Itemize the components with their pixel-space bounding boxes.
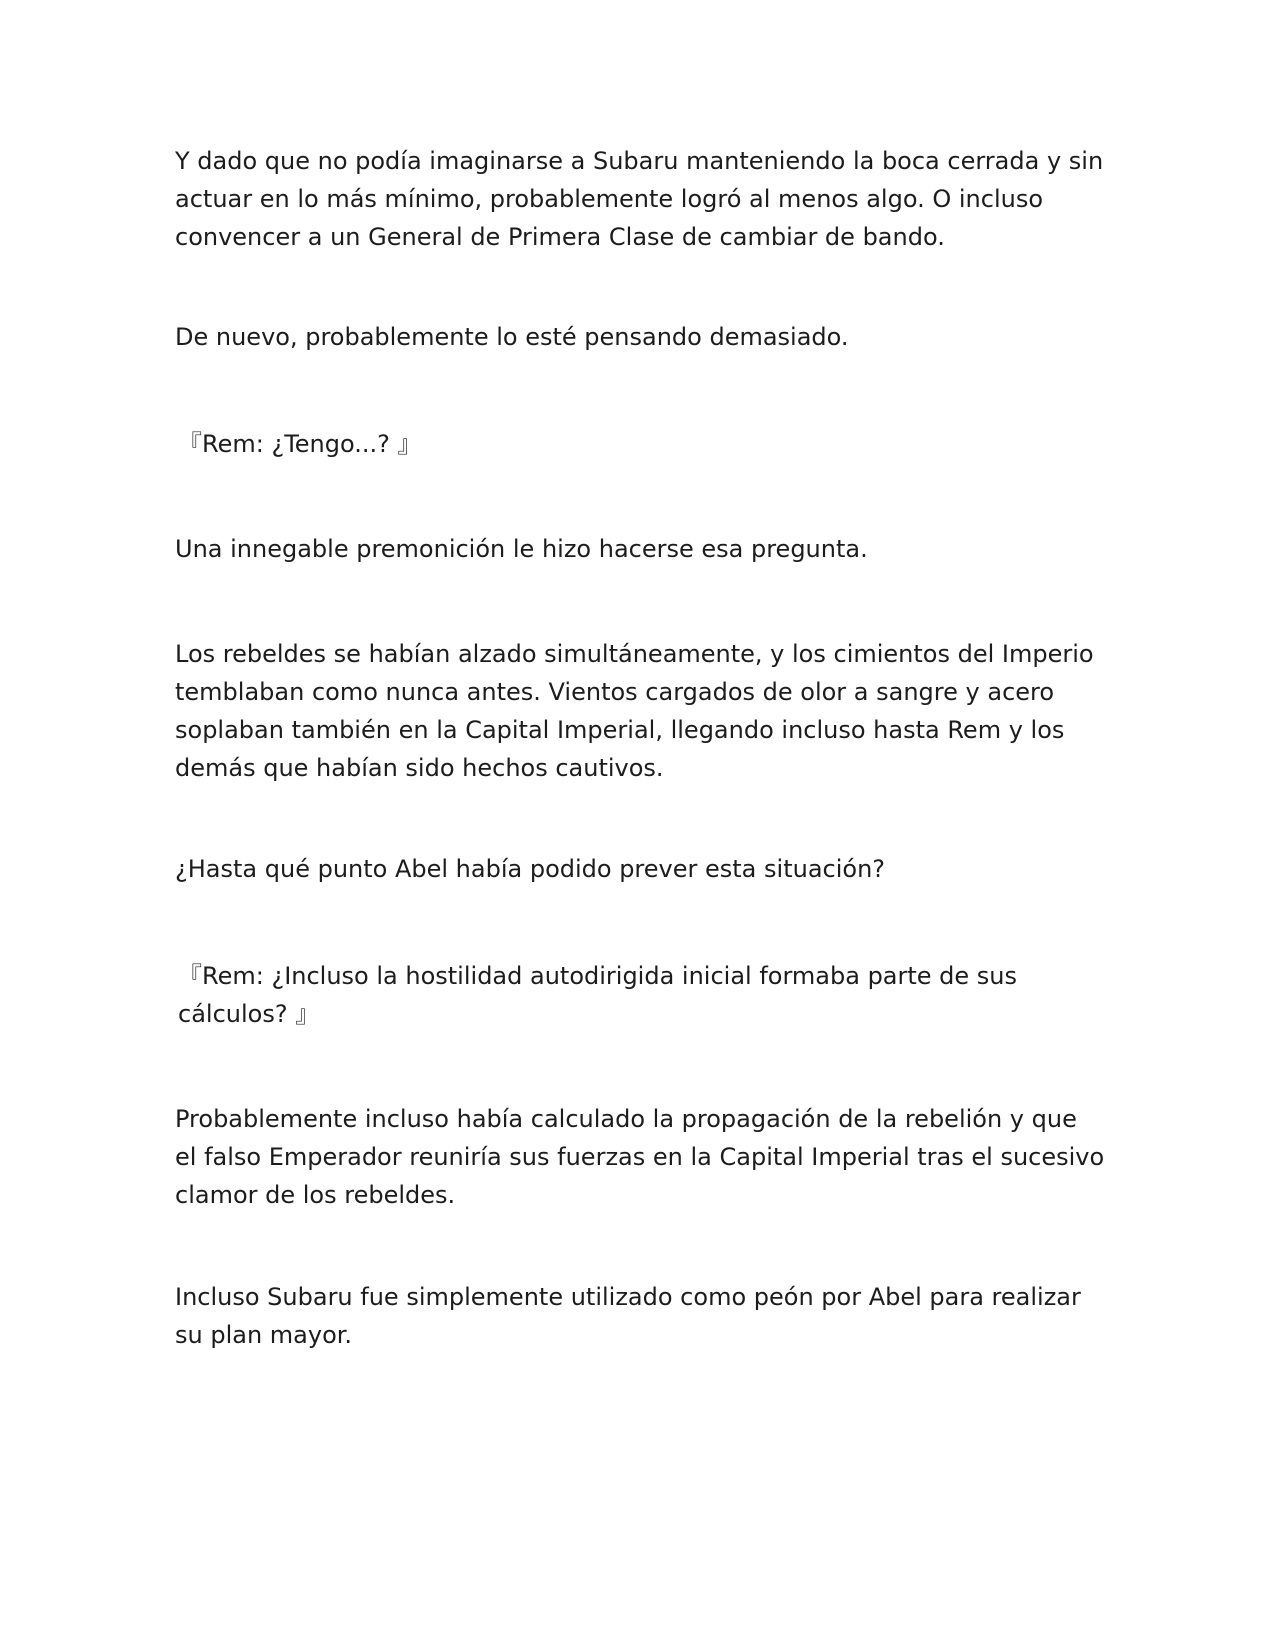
paragraph-1: Y dado que no podía imaginarse a Subaru manteniendo la boca cerrada y sin actuar en lo más mínimo, probablemente logró al menos algo. O incluso convencer a un General de Primera Clase de cambiar de bando. bbox=[175, 147, 1104, 251]
paragraph-6: Probablemente incluso había calculado la propagación de la rebelión y que el falso Emperador reuniría sus fuerzas en la Capital Imperial tras el sucesivo clamor de los rebeldes. bbox=[175, 1105, 1105, 1209]
dialogue-line-2: 『Rem: ¿Incluso la hostilidad autodirigida inicial formaba parte de sus cálculos? 』 bbox=[178, 962, 1018, 1028]
paragraph-4: Los rebeldes se habían alzado simultáneamente, y los cimientos del Imperio temblaban como nunca antes. Vientos cargados de olor a sangre y acero soplaban también en la Capital Imperial, llegando incluso hasta Rem y los demás que habían sido hechos cautivos. bbox=[175, 640, 1094, 782]
paragraph-2: De nuevo, probablemente lo esté pensando demasiado. bbox=[175, 323, 849, 351]
paragraph-3: Una innegable premonición le hizo hacerse esa pregunta. bbox=[175, 535, 868, 563]
paragraph-7: Incluso Subaru fue simplemente utilizado como peón por Abel para realizar su plan mayor. bbox=[175, 1283, 1081, 1349]
dialogue-line-1: 『Rem: ¿Tengo...? 』 bbox=[178, 430, 422, 458]
paragraph-5: ¿Hasta qué punto Abel había podido prever esta situación? bbox=[175, 855, 886, 883]
